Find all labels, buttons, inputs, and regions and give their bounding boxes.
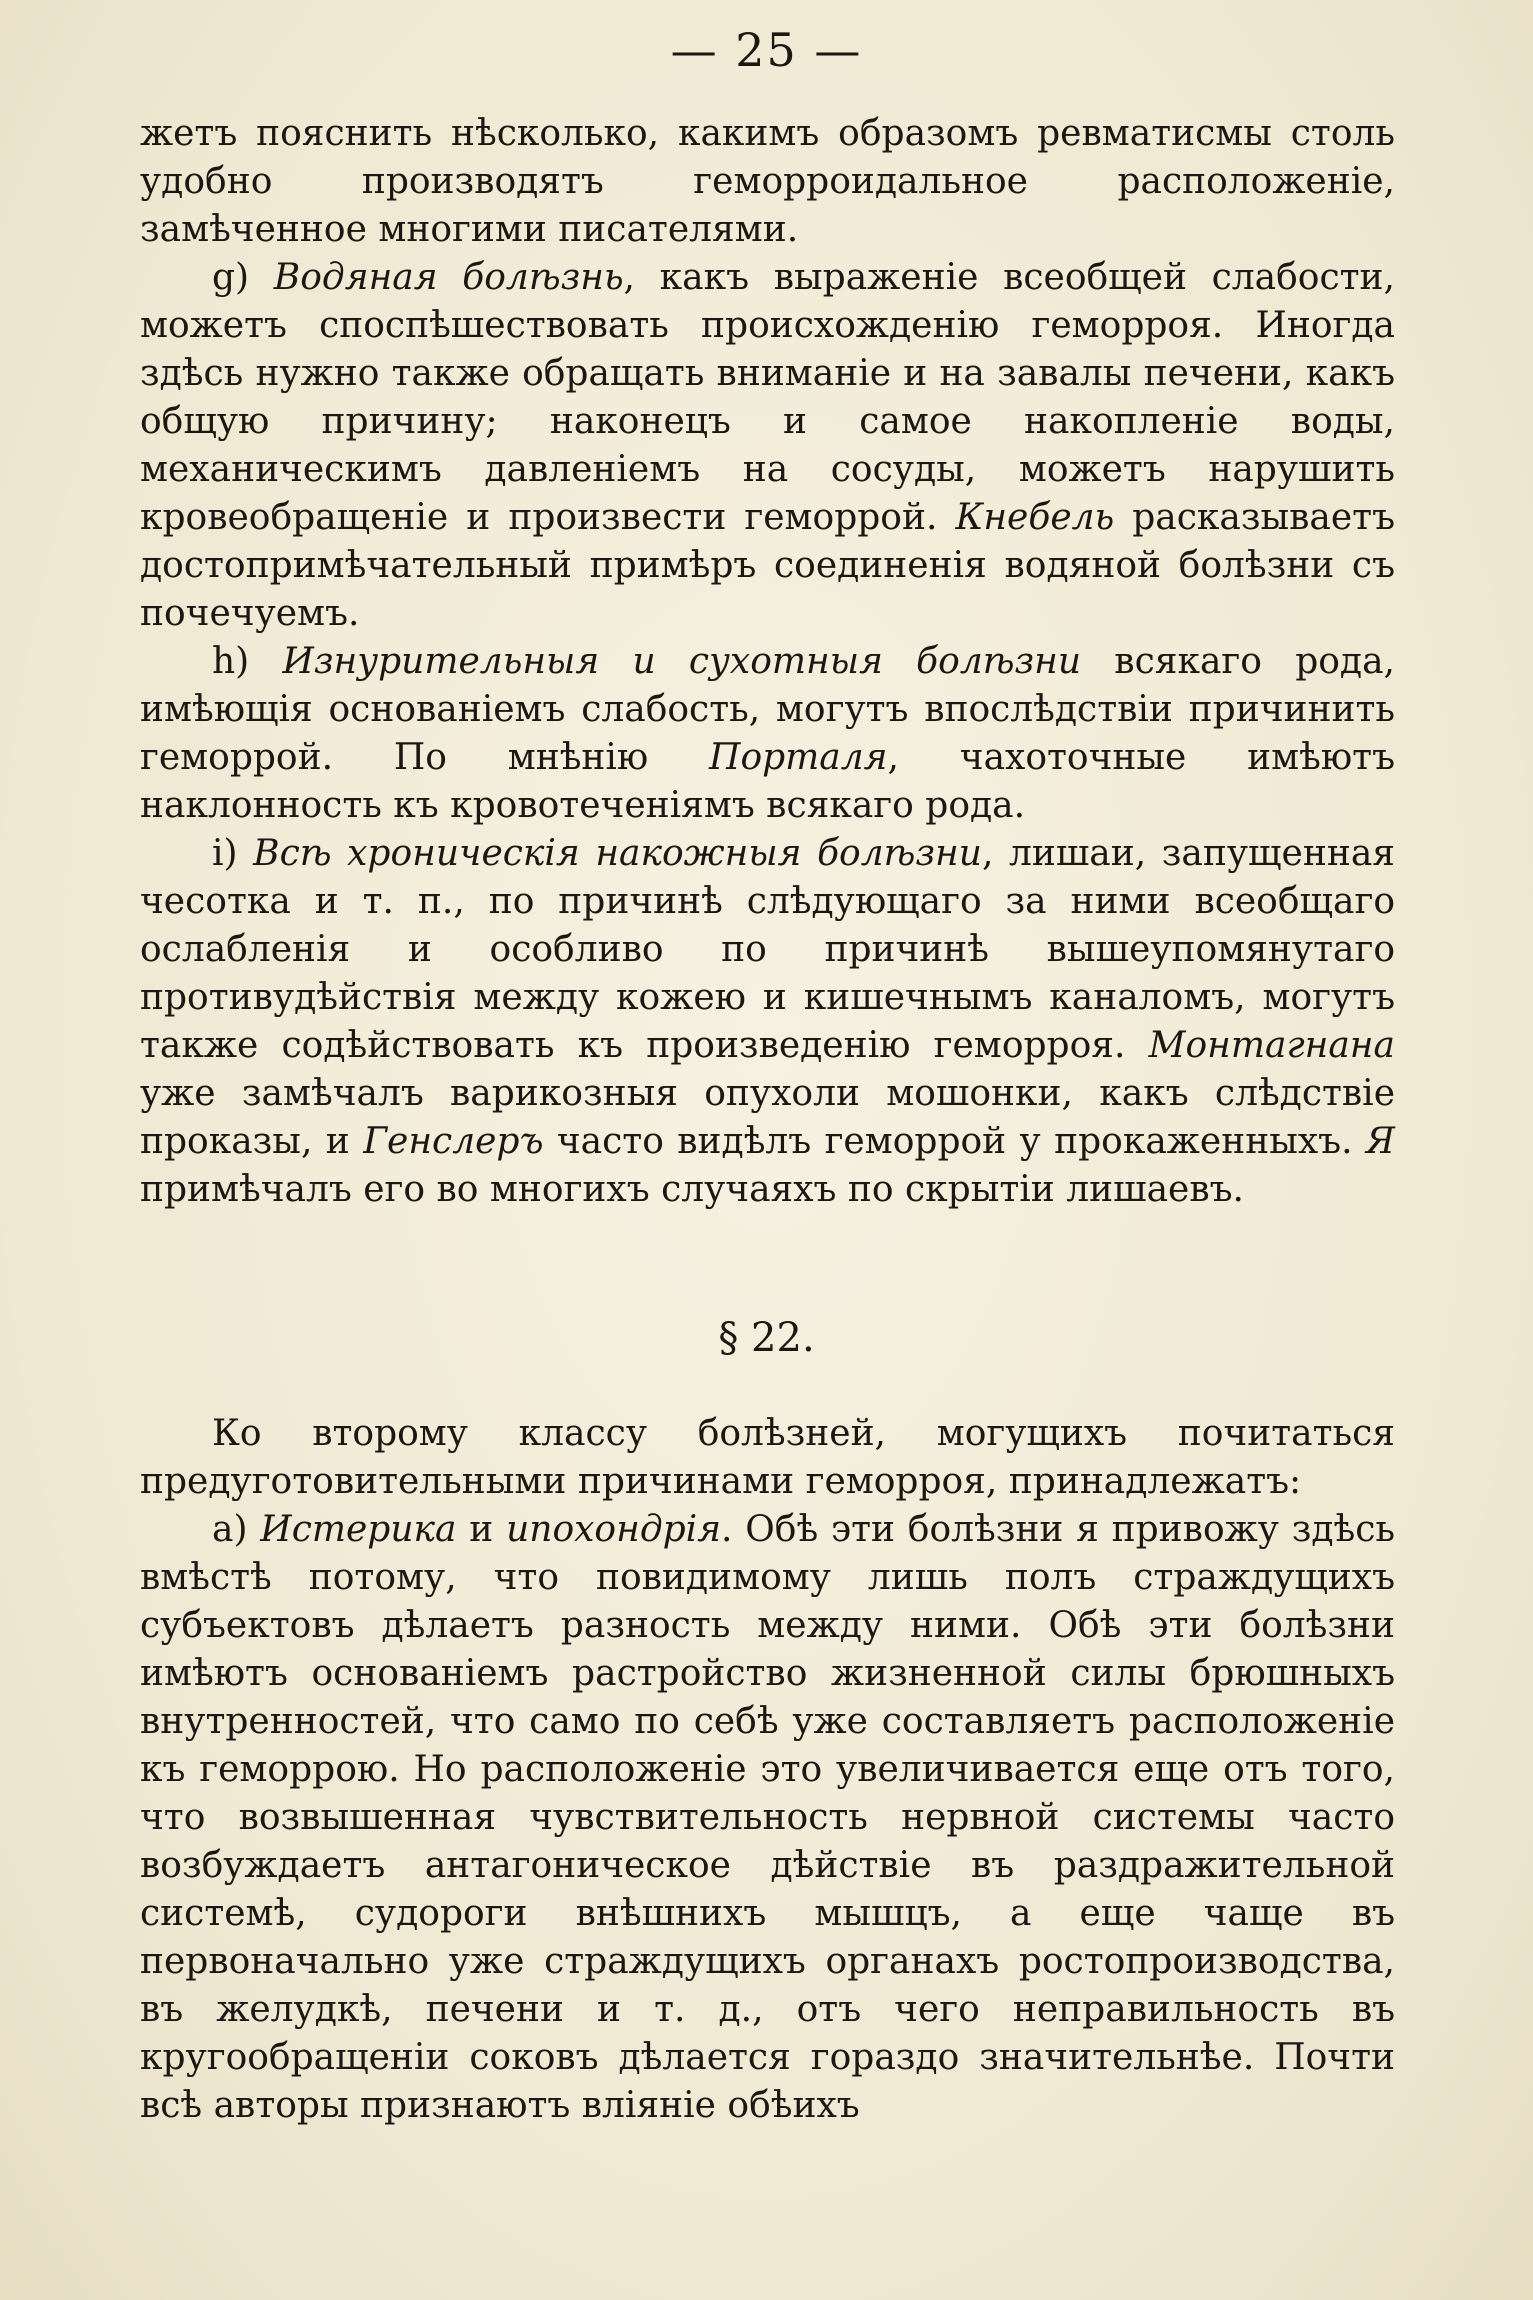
italic-text: Генслеръ [363,1121,544,1162]
body-text: h) [212,641,283,682]
italic-text: ипохондрія [506,1509,722,1550]
body-text: i) [212,833,254,874]
body-text: и [456,1509,507,1550]
italic-text: Всѣ хроническія накожныя болѣзни [253,833,982,874]
italic-text: Кнебель [955,497,1115,538]
text-block-upper [140,110,1395,1214]
body-text: . Обѣ эти болѣзни я привожу здѣсь вмѣстѣ потому, что повидимому лишь полъ страждущихъ субъектовъ дѣлаетъ разность между ними. Обѣ эти болѣзни имѣютъ основаніемъ растройство жизненной силы брюшныхъ внутренностей, что само по себѣ уже составляетъ расположеніе къ геморрою. Но расположеніе это увеличивается еще отъ того, что возвышенная чувствительность нервной системы часто возбуждаетъ антагоническое дѣйствіе въ раздражительной системѣ, судороги внѣшнихъ мышцъ, а еще чаще въ первоначально уже страждущихъ органахъ ростопроизводства, въ желудкѣ, печени и т. д., отъ чего неправильность въ кругообращеніи соковъ дѣлается гораздо значительнѣе. Почти всѣ авторы признаютъ вліяніе обѣихъ [140,1509,1395,2126]
body-text: , лишаи, запущенная чесотка и т. п., по причинѣ слѣдующаго за ними всеобщаго ослабленія и особливо по причинѣ вышеупомянутаго противудѣйствія между кожею и кишечнымъ каналомъ, могутъ также содѣйствовать къ произведенію геморроя. [140,833,1395,1066]
italic-text: Изнурительныя и сухотныя болѣзни [282,641,1082,682]
paragraph-item-a [140,1506,1395,2130]
text-block-lower [140,1410,1395,2130]
italic-text: Порталя [709,737,888,778]
body-text: расказываетъ достопримѣчательный примѣръ соединенія водяной болѣзни съ почечуемъ. [140,497,1396,634]
italic-text: Я [1365,1121,1395,1162]
body-text: всякаго рода, имѣющія основаніемъ слабость, могутъ впослѣдствіи причинить геморрой. По мнѣнію [140,641,1395,778]
paragraph-intro [140,1410,1395,1506]
paragraph-continuation [140,110,1395,254]
body-text: примѣчалъ его во многихъ случаяхъ по скрытіи лишаевъ. [140,1169,1244,1210]
body-text: , чахоточные имѣютъ наклонность къ кровотеченіямъ всякаго рода. [140,737,1396,826]
paragraph-item-h [140,638,1395,830]
body-text: a) [212,1509,261,1550]
body-text: уже замѣчалъ варикозныя опухоли мошонки, какъ слѣдствіе проказы, и [140,1073,1395,1162]
body-text: часто видѣлъ геморрой у прокаженныхъ. [543,1121,1366,1162]
body-text: Ко второму классу болѣзней, могущихъ почитаться предуготовительными причинами геморроя, принадлежатъ: [140,1413,1395,1502]
paragraph-item-g [140,254,1395,638]
body-text: , какъ выраженіе всеобщей слабости, можетъ споспѣшествовать происхожденію геморроя. Иногда здѣсь нужно также обращать вниманіе и на завалы печени, какъ общую причину; наконецъ и самое накопленіе воды, механическимъ давленіемъ на сосуды, можетъ нарушить кровеобращеніе и произвести геморрой. [140,257,1395,538]
paragraph-item-i [140,830,1395,1214]
italic-text: Водяная болѣзнь [273,257,624,298]
italic-text: Монтагнана [1148,1025,1395,1066]
body-text: g) [212,257,274,298]
italic-text: Истерика [260,1509,457,1550]
body-text: жетъ пояснить нѣсколько, какимъ образомъ ревматисмы столь удобно производятъ геморроидальное расположеніе, замѣченное многими писателями. [140,113,1395,250]
section-heading: § 22. [718,1315,815,1361]
page-number: — 25 — [670,23,863,77]
